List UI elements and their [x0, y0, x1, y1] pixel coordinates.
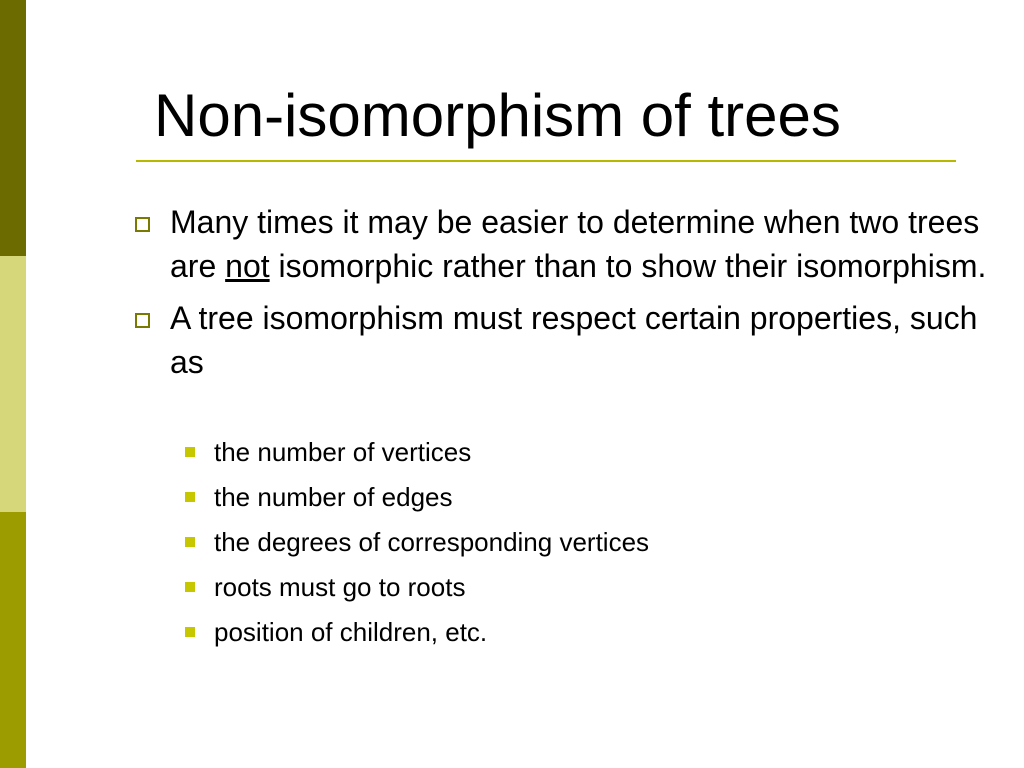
sub-bullet-text: the degrees of corresponding vertices	[214, 527, 650, 557]
bullet-text: A tree isomorphism must respect certain properties, such as	[170, 300, 978, 380]
filled-square-bullet-icon	[185, 447, 195, 457]
sub-bullet-text: position of children, etc.	[214, 617, 488, 647]
sidebar-segment-dark	[0, 0, 26, 256]
sub-bullet-item	[130, 430, 1000, 475]
title-divider	[136, 160, 956, 162]
slide-title: Non-isomorphism of trees	[154, 82, 841, 149]
filled-square-bullet-icon	[185, 582, 195, 592]
sub-bullet-text: the number of edges	[214, 482, 453, 512]
bullet-list	[130, 200, 1000, 392]
filled-square-bullet-icon	[185, 492, 195, 502]
filled-square-bullet-icon	[185, 537, 195, 547]
filled-square-bullet-icon	[185, 627, 195, 637]
hollow-square-bullet-icon	[135, 313, 150, 328]
sub-bullet-item	[130, 475, 1000, 520]
sidebar-segment-mid	[0, 512, 26, 768]
bullet-item-1	[130, 200, 1000, 288]
bullet-text-after: isomorphic rather than to show their isomorphism.	[269, 248, 987, 284]
sub-bullet-item	[130, 610, 1000, 655]
sub-bullet-text: roots must go to roots	[214, 572, 466, 602]
sub-bullet-list	[130, 430, 1000, 655]
sub-bullet-item	[130, 520, 1000, 565]
decorative-sidebar	[0, 0, 26, 768]
bullet-item-2	[130, 296, 1000, 384]
hollow-square-bullet-icon	[135, 217, 150, 232]
bullet-emphasis: not	[225, 248, 270, 284]
sub-bullet-text: the number of vertices	[214, 437, 472, 467]
sub-bullet-item	[130, 565, 1000, 610]
bullet-text-before: Many times it may be easier to determine when two trees are	[170, 204, 980, 284]
sidebar-segment-light	[0, 256, 26, 512]
